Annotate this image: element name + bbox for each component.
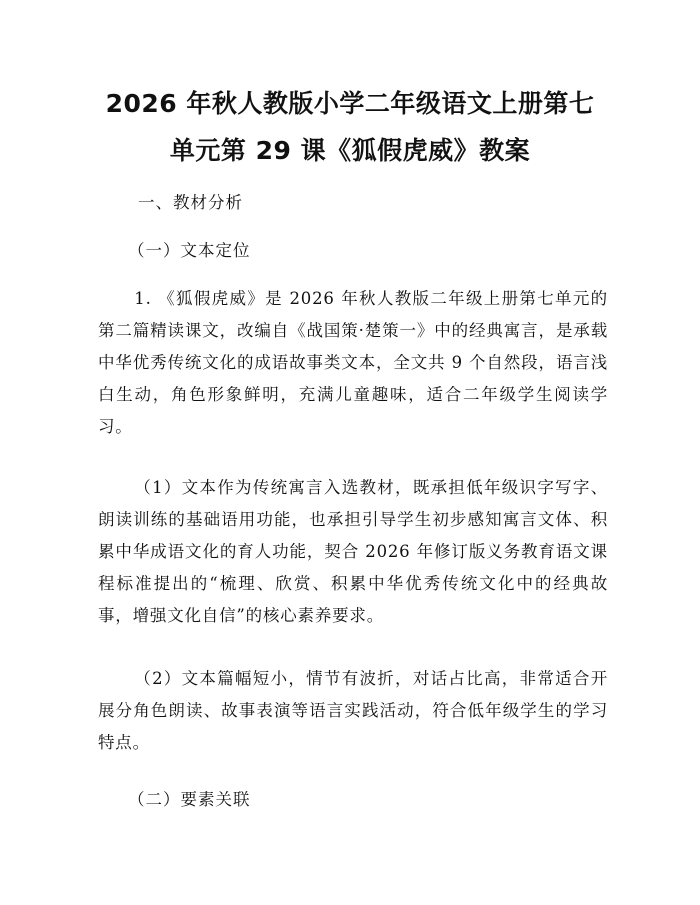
section-heading-analysis: 一、教材分析 [138, 193, 243, 212]
paragraph-text-features: （2）文本篇幅短小，情节有波折，对话占比高，非常适合开展分角色朗读、故事表演等语言实践活动，符合低年级学生的学习特点。 [98, 669, 608, 752]
subsection-heading-element-links: （二）要素关联 [128, 790, 251, 809]
subsection-heading-text-positioning: （一）文本定位 [128, 241, 251, 260]
paragraph-text-positioning: 1. 《狐假虎威》是 2026 年秋人教版二年级上册第七单元的第二篇精读课文，改编自《战国策·楚策一》中的经典寓言，是承载中华优秀传统文化的成语故事类文本，全文共 9 个自然段，语言浅白生动，角色形象鲜明，充满儿童趣味，适合二年级学生阅读学习。 [98, 289, 608, 436]
document-title: 2026 年秋人教版小学二年级语文上册第七单元第 29 课《狐假虎威》教案 [105, 89, 595, 165]
paragraph-traditional-fable-function: （1）文本作为传统寓言入选教材，既承担低年级识字写字、朗读训练的基础语用功能，也承担引导学生初步感知寓言文体、积累中华成语文化的育人功能，契合 2026 年修订版义务教育语文课程标准提出的“梳理、欣赏、积累中华优秀传统文化中的经典故事，增强文化自信”的核心素养要求。 [98, 478, 608, 625]
